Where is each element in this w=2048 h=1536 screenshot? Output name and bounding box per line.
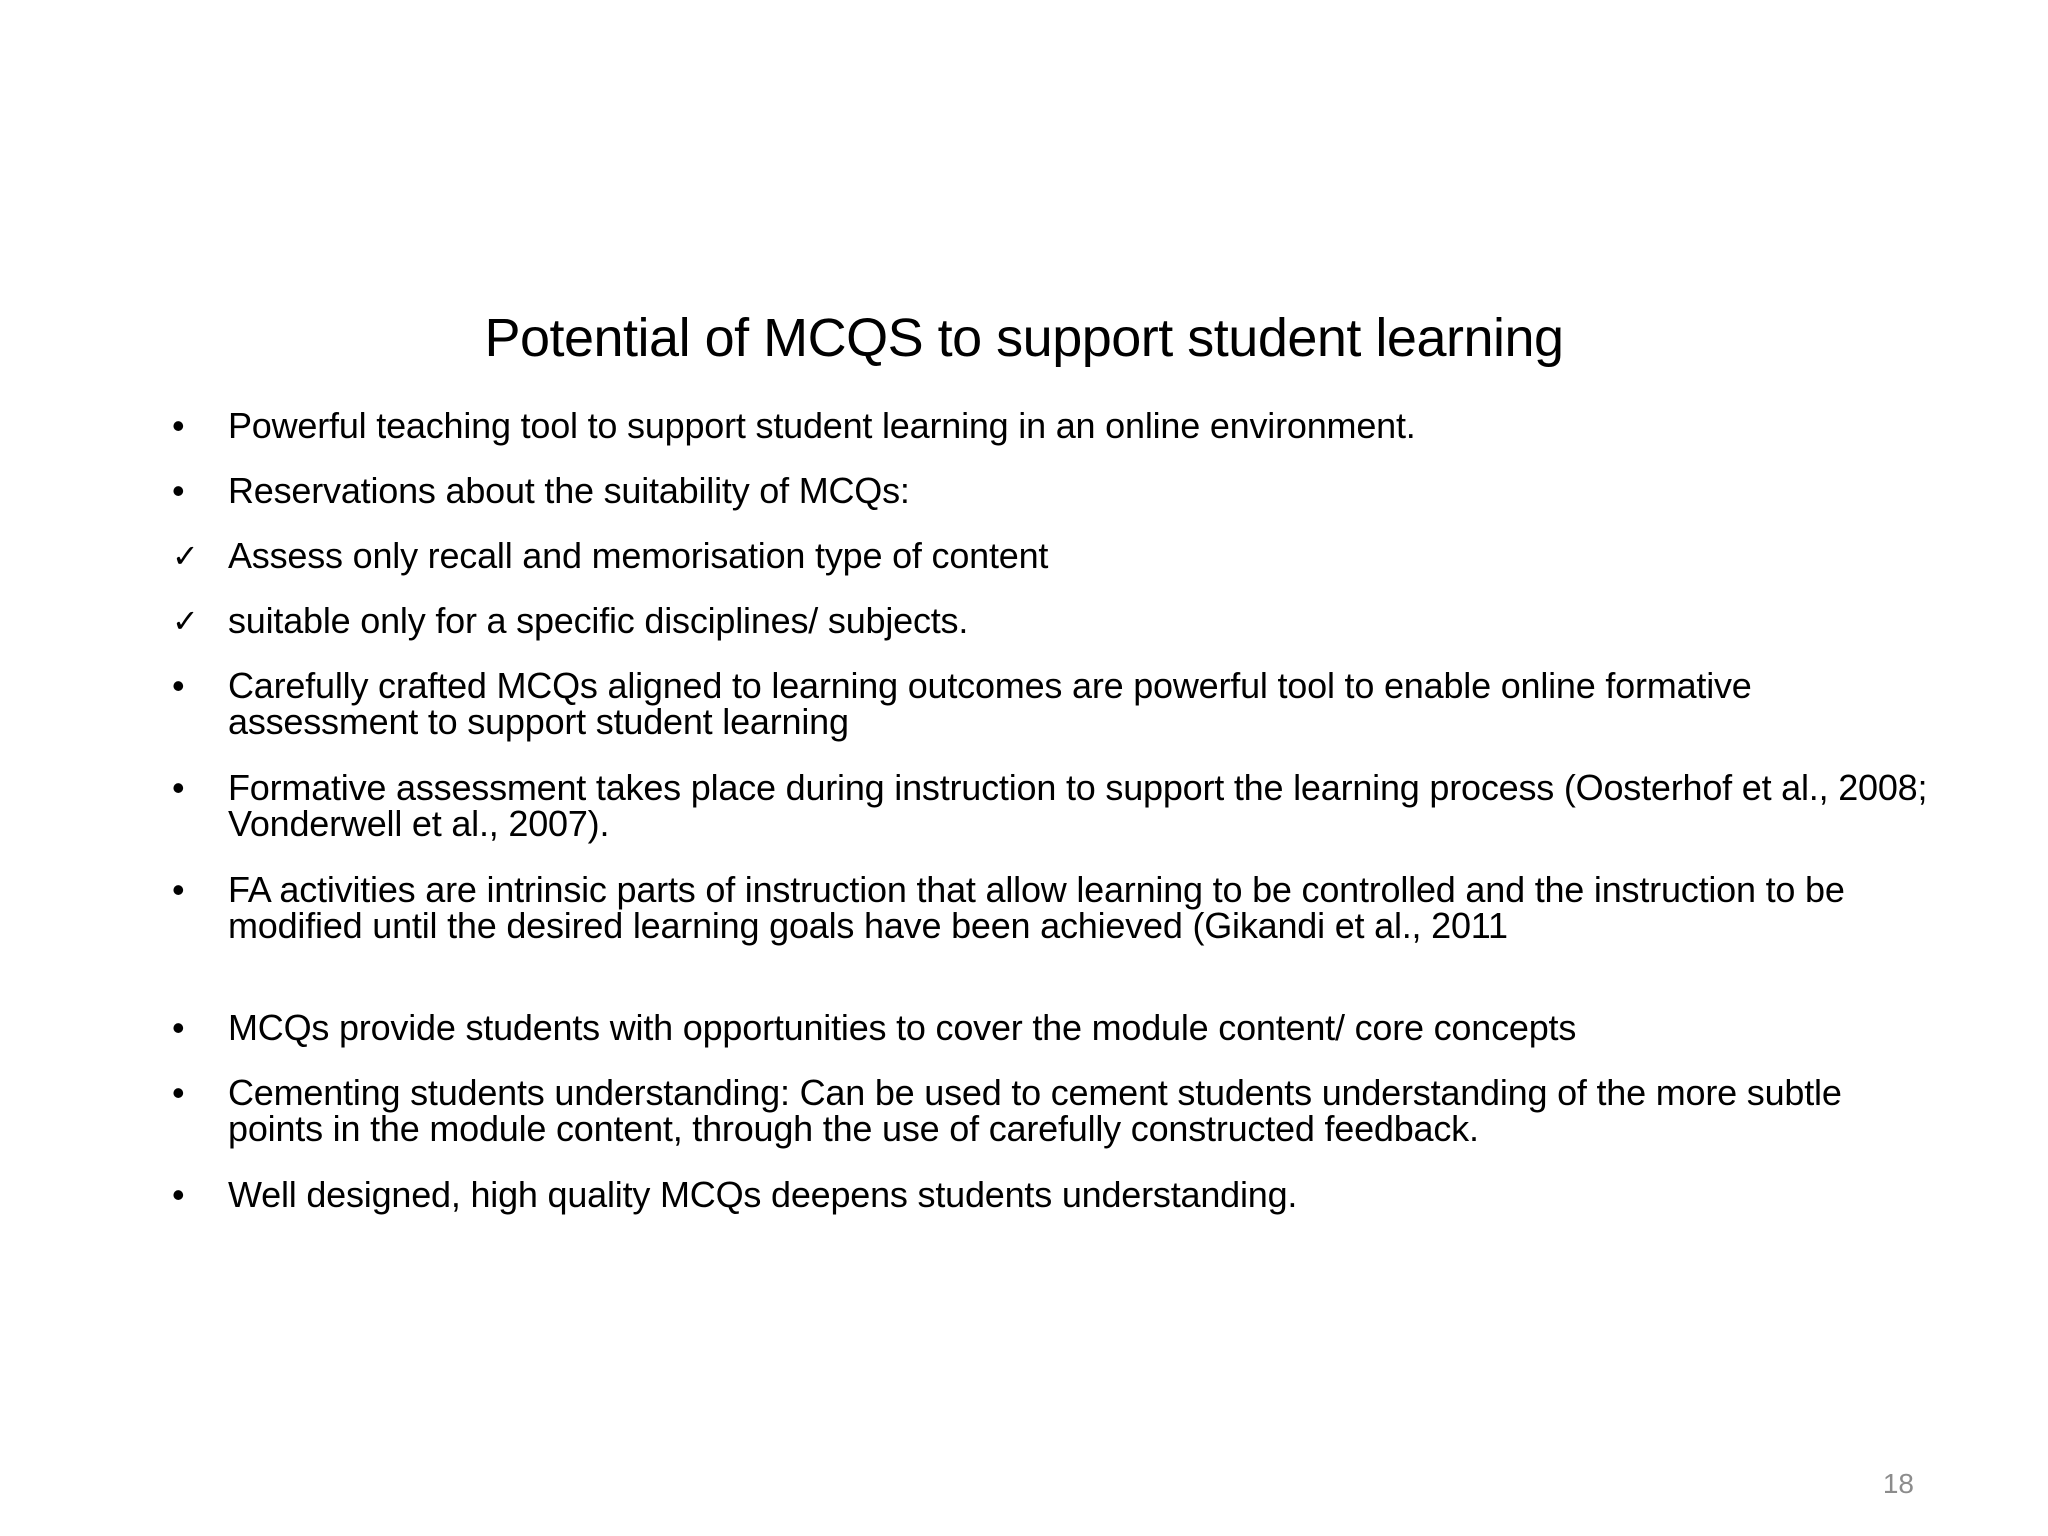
bullet-marker: • (172, 869, 185, 910)
slide-title: Potential of MCQS to support student learning (484, 308, 1564, 368)
bullet-text: Well designed, high quality MCQs deepens students understanding. (228, 1174, 1298, 1215)
checkmark-icon: ✓ (172, 603, 199, 639)
bullet-text: FA activities are intrinsic parts of instruction that allow learning to be controlled and the instruction to be modified until the desired learning goals have been achieved (Gikandi et al., 2011 (228, 869, 1845, 946)
list-item (172, 869, 1932, 946)
bullet-text: Powerful teaching tool to support student learning in an online environment. (228, 405, 1416, 446)
bullet-marker: • (172, 767, 185, 808)
list-item (172, 405, 1932, 446)
list-item (172, 1072, 1932, 1149)
bullet-text: suitable only for a specific disciplines/ subjects. (228, 600, 969, 641)
bullet-marker: • (172, 665, 185, 706)
list-item (172, 665, 1932, 742)
bullet-text: Formative assessment takes place during instruction to support the learning process (Oosterhof et al., 2008; Vonderwell et al., 2007). (228, 767, 1928, 844)
bullet-text: Reservations about the suitability of MCQs: (228, 470, 910, 511)
bullet-text: Carefully crafted MCQs aligned to learning outcomes are powerful tool to enable online formative assessment to support student learning (228, 665, 1752, 742)
bullet-marker: • (172, 405, 185, 446)
bullet-text: Assess only recall and memorisation type of content (228, 535, 1049, 576)
list-item (172, 535, 1932, 576)
bullet-text: MCQs provide students with opportunities to cover the module content/ core concepts (228, 1007, 1577, 1048)
page-number: 18 (1882, 1468, 1914, 1499)
list-item (172, 1174, 1932, 1215)
bullet-marker: • (172, 1007, 185, 1048)
list-item (172, 470, 1932, 511)
bullet-marker: • (172, 470, 185, 511)
bullet-text: Cementing students understanding: Can be used to cement students understanding of the more subtle points in the module content, through the use of carefully constructed feedback. (228, 1072, 1842, 1149)
list-item (172, 767, 1932, 844)
list-item (172, 600, 1932, 641)
bullet-marker: • (172, 1072, 185, 1113)
list-item (172, 1007, 1932, 1048)
bullet-marker: • (172, 1174, 185, 1215)
checkmark-icon: ✓ (172, 538, 199, 574)
